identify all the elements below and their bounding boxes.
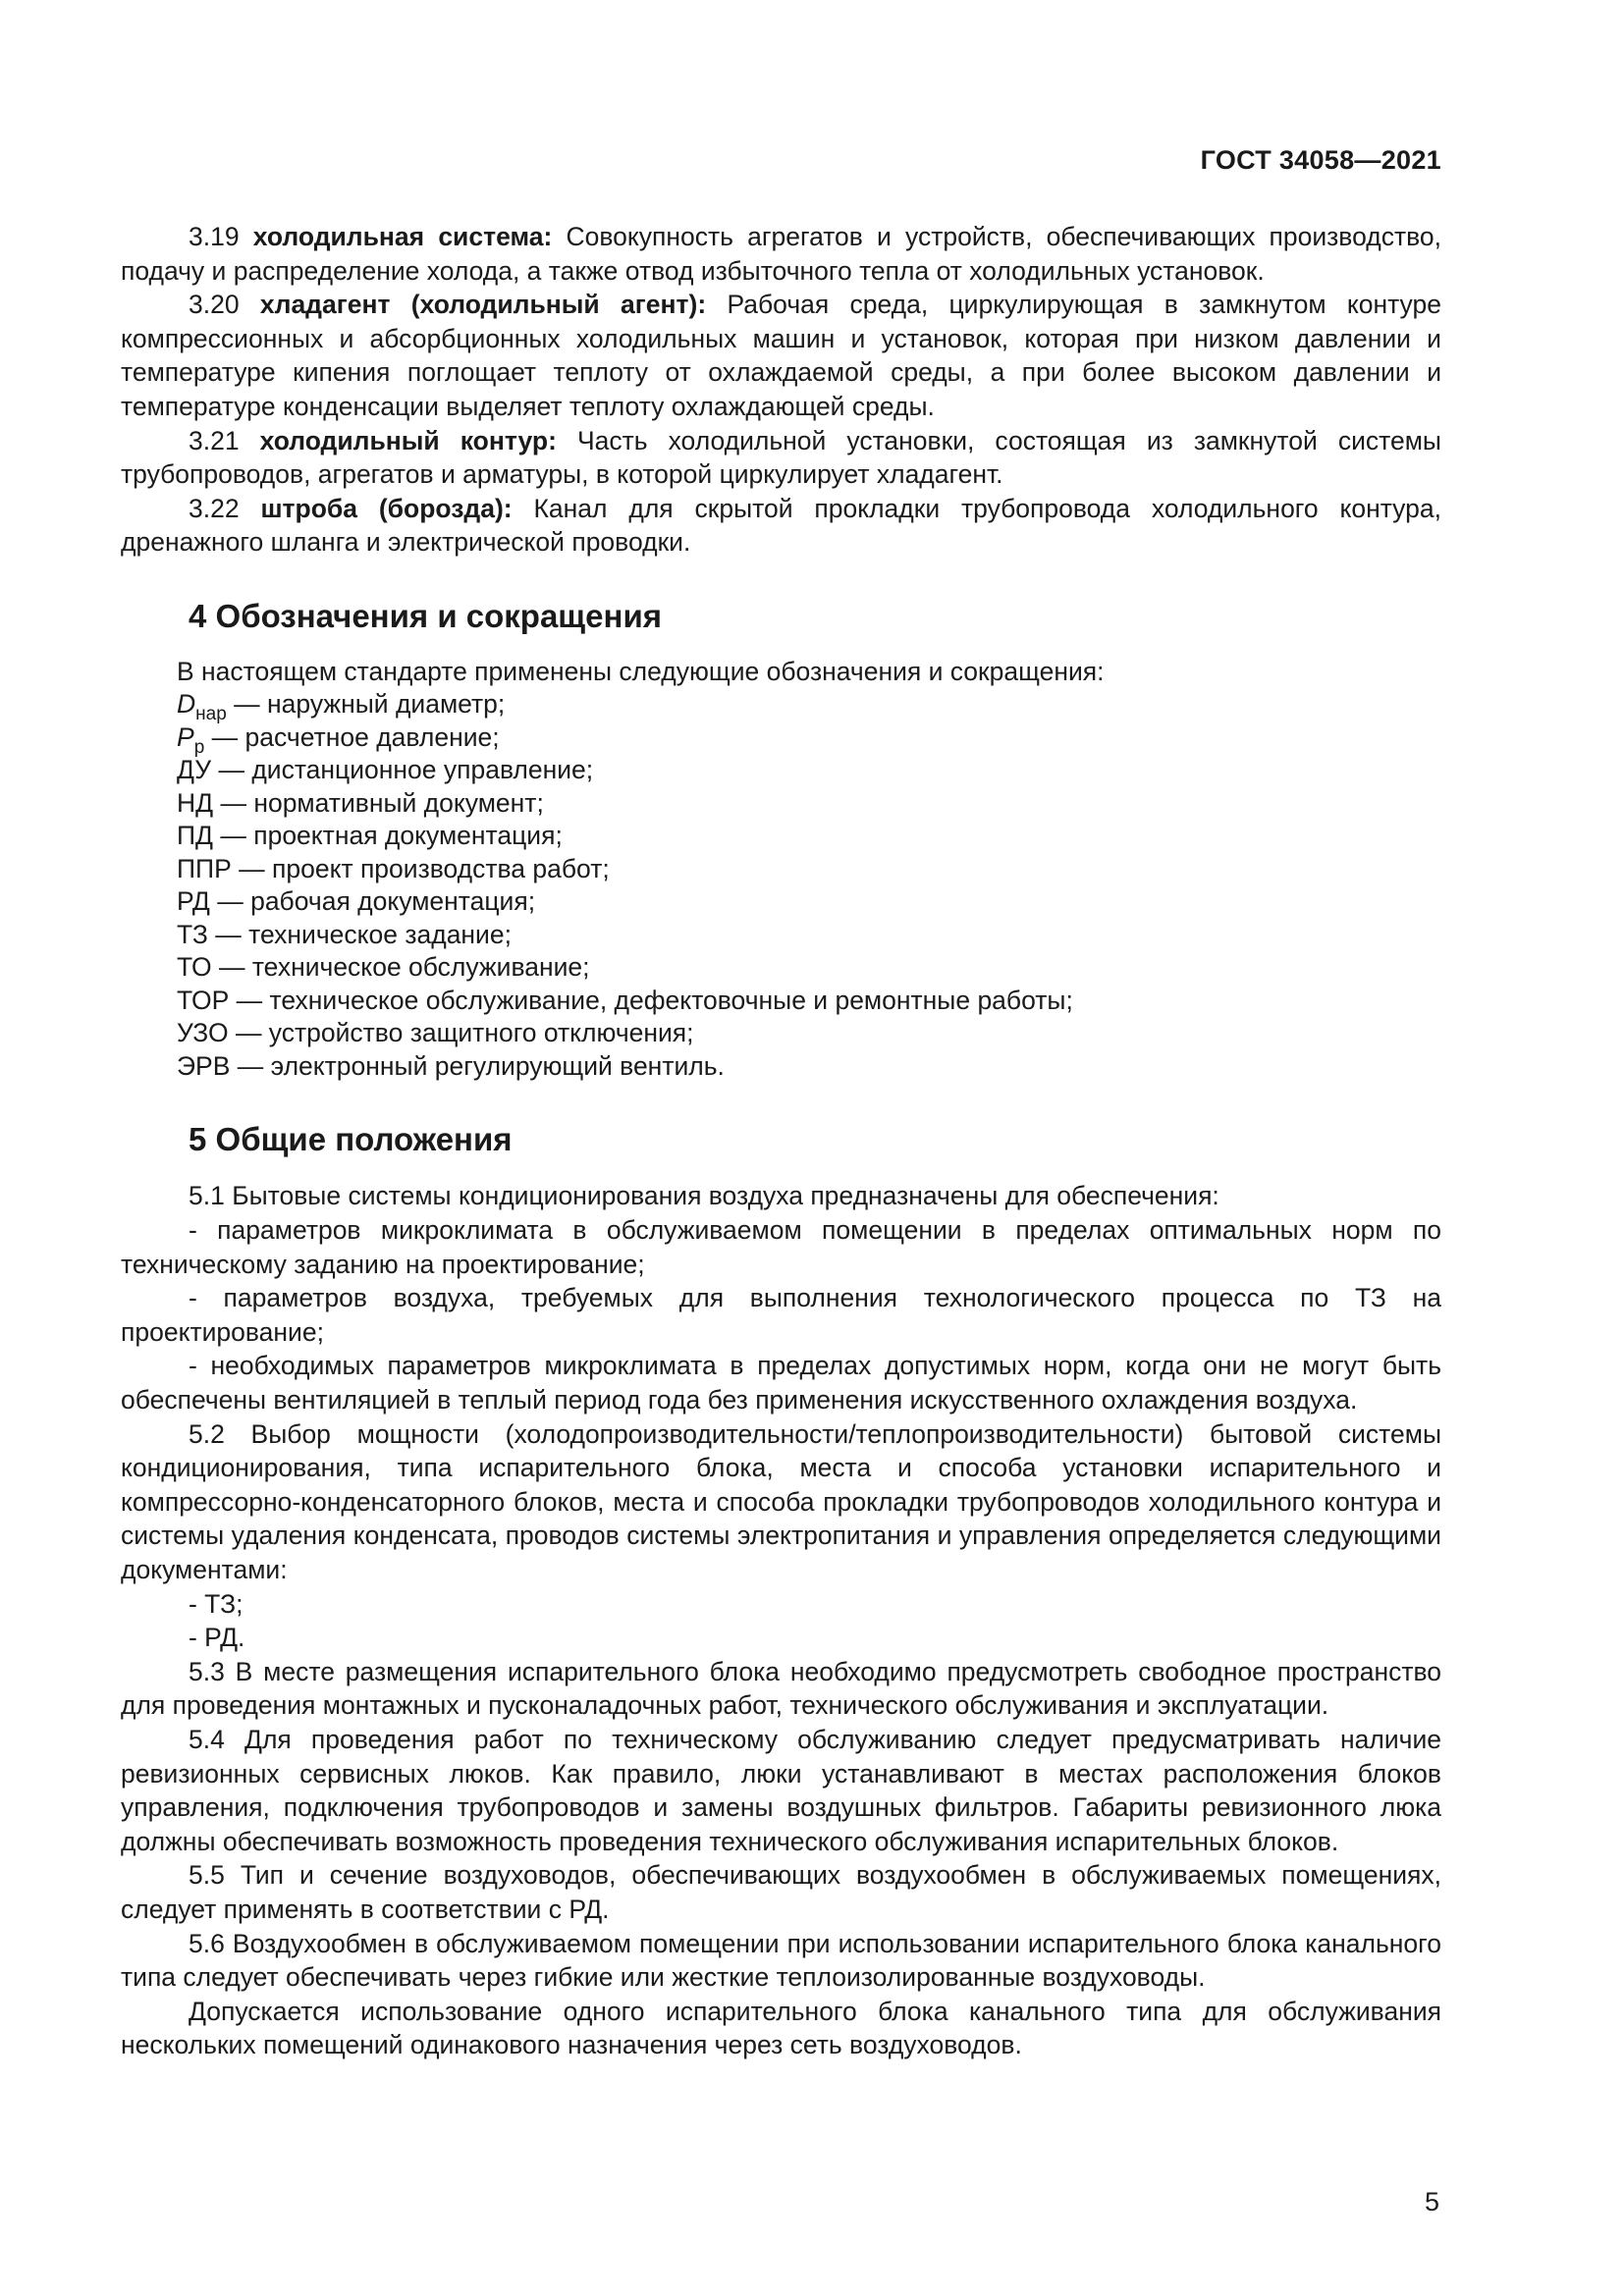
definition-3-19: 3.19 холодильная система: Совокупность агрегатов и устройств, обеспечивающих производство, подачу и распределение холода, а также отвод избыточного тепла от холодильных установок. (121, 222, 1441, 286)
list-item: - ТЗ; (189, 1588, 244, 1619)
paragraph-5-6: 5.6 Воздухообмен в обслуживаемом помещении при использовании испарительного блока канального типа следует обеспечивать через гибкие или жесткие теплоизолированные воздуховоды. (121, 1928, 1441, 1993)
abbreviations-intro: В настоящем стандарте применены следующие обозначения и сокращения: (177, 656, 1105, 686)
list-item: - параметров воздуха, требуемых для выполнения технологического процесса по ТЗ на проектирование; (121, 1283, 1441, 1347)
definition-term: штроба (борозда): (260, 493, 513, 523)
section-4-heading: 4 Обозначения и сокращения (189, 597, 662, 634)
list-item: - необходимых параметров микроклимата в пределах допустимых норм, когда они не могут быть обеспечены вентиляцией в теплый период года без применения искусственного охлаждения воздуха. (121, 1351, 1441, 1415)
abbreviation-item: $P_р$ — расчетное давление; (177, 721, 500, 758)
paragraph-5-3: 5.3 В месте размещения испарительного блока необходимо предусмотреть свободное пространство для проведения монтажных и пусконаладочных работ, технического обслуживания и эксплуатации. (121, 1656, 1441, 1721)
definition-term: холодильная система: (252, 222, 553, 251)
section-5-heading: 5 Общие положения (189, 1121, 513, 1158)
paragraph-5-5: 5.5 Тип и сечение воздуховодов, обеспечивающих воздухообмен в обслуживаемых помещениях, следует применять в соответствии с РД. (121, 1860, 1441, 1924)
paragraph-5-2: 5.2 Выбор мощности (холодопроизводительности/теплопроизводительности) бытовой системы кондиционирования, типа испарительного блока, места и способа установки испарительного и компрессорно-конденсаторного блоков, места и способа прокладки трубопроводов холодильного контура и системы удаления конденсата, проводов системы электропитания и управления определяется следующими документами: (121, 1418, 1441, 1584)
page-number: 5 (1424, 2187, 1439, 2216)
paragraph-5-1: 5.1 Бытовые системы кондиционирования воздуха предназначены для обеспечения: (189, 1181, 1219, 1211)
definition-3-21: 3.21 холодильный контур: Часть холодильной установки, состоящая из замкнутой системы трубопроводов, агрегатов и арматуры, в которой циркулирует хладагент. (121, 425, 1441, 490)
abbreviations-list (177, 656, 1441, 1084)
abbreviation-item: ДУ — дистанционное управление; (177, 755, 594, 785)
abbreviation-item: УЗО — устройство защитного отключения; (177, 1018, 694, 1048)
abbreviation-item: ЭРВ — электронный регулирующий вентиль. (177, 1050, 725, 1081)
abbreviation-item: ТЗ — техническое задание; (177, 919, 512, 949)
definition-term: холодильный контур: (259, 425, 557, 455)
definition-3-20: 3.20 хладагент (холодильный агент): Рабочая среда, циркулирующая в замкнутом контуре компрессионных и абсорбционных холодильных машин и установок, которая при низком давлении и температуре кипения поглощает теплоту от охлаждаемой среды, а при более высоком давлении и температуре конденсации выделяет теплоту охлаждающей среды. (121, 290, 1441, 421)
abbreviation-item: ТОР — техническое обслуживание, дефектовочные и ремонтные работы; (177, 985, 1073, 1015)
paragraph-5-6-continued: Допускается использование одного испарительного блока канального типа для обслуживания нескольких помещений одинакового назначения через сеть воздуховодов. (121, 1996, 1441, 2060)
page-content (121, 220, 1441, 2062)
list-item: - РД. (189, 1623, 245, 1653)
abbreviation-item: ППР — проект производства работ; (177, 853, 610, 883)
document-header: ГОСТ 34058—2021 (1200, 145, 1441, 175)
abbreviation-item: $D_{нар}$ — наружный диаметр; (177, 689, 506, 725)
list-item: - параметров микроклимата в обслуживаемом помещении в пределах оптимальных норм по техническому заданию на проектирование; (121, 1215, 1441, 1279)
definition-term: хладагент (холодильный агент): (259, 290, 707, 320)
definition-3-22: 3.22 штроба (борозда): Канал для скрытой прокладки трубопровода холодильного контура, дренажного шланга и электрической проводки. (121, 493, 1441, 558)
abbreviation-item: ПД — проектная документация; (177, 821, 563, 851)
abbreviation-item: ТО — техническое обслуживание; (177, 952, 590, 983)
paragraph-5-4: 5.4 Для проведения работ по техническому обслуживанию следует предусматривать наличие ревизионных сервисных люков. Как правило, люки устанавливают в местах расположения блоков управления, подключения трубопроводов и замены воздушных фильтров. Габариты ревизионного люка должны обеспечивать возможность проведения технического обслуживания испарительных блоков. (121, 1724, 1441, 1856)
abbreviation-item: РД — рабочая документация; (177, 886, 536, 917)
abbreviation-item: НД — нормативный документ; (177, 787, 544, 818)
